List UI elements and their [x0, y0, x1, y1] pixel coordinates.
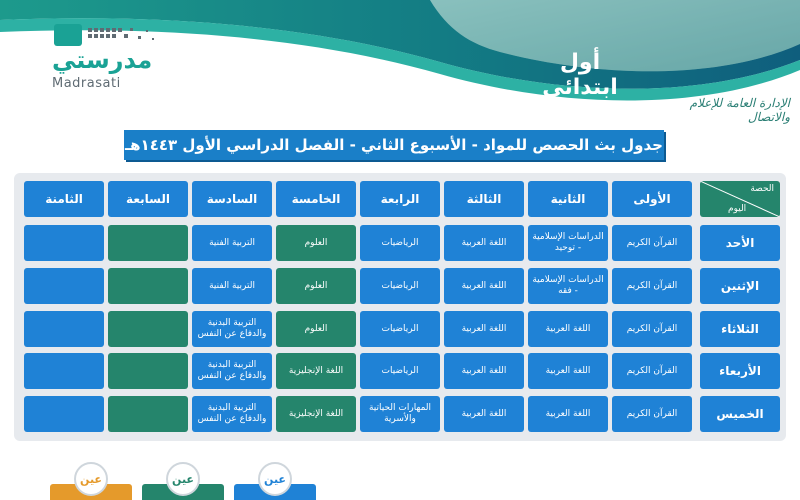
corner-day-label: اليوم	[728, 204, 747, 214]
slot-wed-8[interactable]	[24, 353, 104, 389]
slot-mon-6[interactable]: التربية الفنية	[192, 268, 272, 304]
slot-tue-6[interactable]: التربية البدنية والدفاع عن النفس	[192, 311, 272, 347]
slot-thu-4[interactable]: المهارات الحياتية والأسرية	[360, 396, 440, 432]
slot-thu-2[interactable]: اللغة العربية	[528, 396, 608, 432]
slot-thu-1[interactable]: القرآن الكريم	[612, 396, 692, 432]
grade-title: أول ابتدائي	[542, 50, 618, 100]
period-header-7: السابعة	[108, 181, 188, 217]
slot-tue-4[interactable]: الرياضيات	[360, 311, 440, 347]
slot-sun-3[interactable]: اللغة العربية	[444, 225, 524, 261]
slot-wed-4[interactable]: الرياضيات	[360, 353, 440, 389]
slot-wed-6[interactable]: التربية البدنية والدفاع عن النفس	[192, 353, 272, 389]
logo-english: Madrasati	[52, 76, 121, 91]
slot-sun-8[interactable]	[24, 225, 104, 261]
slot-mon-2[interactable]: الدراسات الإسلامية - فقه	[528, 268, 608, 304]
channel-tab-green[interactable]	[142, 462, 224, 500]
period-header-6: السادسة	[192, 181, 272, 217]
slot-mon-1[interactable]: القرآن الكريم	[612, 268, 692, 304]
slot-sun-6[interactable]: التربية الفنية	[192, 225, 272, 261]
day-label-thursday: الخميس	[700, 396, 780, 432]
slot-sun-2[interactable]: الدراسات الإسلامية - توحيد	[528, 225, 608, 261]
schedule-banner: جدول بث الحصص للمواد - الأسبوع الثاني - الفصل الدراسي الأول ١٤٤٣هـ	[124, 130, 664, 160]
period-header-3: الثالثة	[444, 181, 524, 217]
day-label-monday: الإثنين	[700, 268, 780, 304]
channel-badge-blue: عين	[258, 462, 292, 496]
channel-badge-green: عين	[166, 462, 200, 496]
slot-tue-8[interactable]	[24, 311, 104, 347]
corner-header	[700, 181, 780, 217]
slot-mon-5[interactable]: العلوم	[276, 268, 356, 304]
slot-wed-3[interactable]: اللغة العربية	[444, 353, 524, 389]
channel-tab-blue[interactable]	[234, 462, 316, 500]
period-header-2: الثانية	[528, 181, 608, 217]
slot-thu-5[interactable]: اللغة الإنجليزية	[276, 396, 356, 432]
channel-tab-orange[interactable]	[50, 462, 132, 500]
slot-tue-7[interactable]	[108, 311, 188, 347]
slot-thu-6[interactable]: التربية البدنية والدفاع عن النفس	[192, 396, 272, 432]
madrasati-logo	[48, 20, 188, 90]
slot-sun-5[interactable]: العلوم	[276, 225, 356, 261]
slot-thu-8[interactable]	[24, 396, 104, 432]
day-label-tuesday: الثلاثاء	[700, 311, 780, 347]
slot-sun-4[interactable]: الرياضيات	[360, 225, 440, 261]
slot-sun-7[interactable]	[108, 225, 188, 261]
ministry-signature: الإدارة العامة للإعلام والاتصال	[689, 96, 790, 124]
period-header-1: الأولى	[612, 181, 692, 217]
period-header-8: الثامنة	[24, 181, 104, 217]
corner-period-label: الحصة	[750, 184, 774, 194]
slot-mon-8[interactable]	[24, 268, 104, 304]
slot-thu-7[interactable]	[108, 396, 188, 432]
channel-badge-orange: عين	[74, 462, 108, 496]
slot-wed-1[interactable]: القرآن الكريم	[612, 353, 692, 389]
slot-mon-7[interactable]	[108, 268, 188, 304]
slot-wed-2[interactable]: اللغة العربية	[528, 353, 608, 389]
slot-sun-1[interactable]: القرآن الكريم	[612, 225, 692, 261]
slot-mon-3[interactable]: اللغة العربية	[444, 268, 524, 304]
period-header-5: الخامسة	[276, 181, 356, 217]
slot-tue-2[interactable]: اللغة العربية	[528, 311, 608, 347]
day-label-sunday: الأحد	[700, 225, 780, 261]
slot-thu-3[interactable]: اللغة العربية	[444, 396, 524, 432]
slot-tue-1[interactable]: القرآن الكريم	[612, 311, 692, 347]
day-label-wednesday: الأربعاء	[700, 353, 780, 389]
period-header-4: الرابعة	[360, 181, 440, 217]
slot-wed-7[interactable]	[108, 353, 188, 389]
slot-tue-5[interactable]: العلوم	[276, 311, 356, 347]
slot-tue-3[interactable]: اللغة العربية	[444, 311, 524, 347]
logo-arabic: مدرستي	[52, 46, 153, 74]
slot-wed-5[interactable]: اللغة الإنجليزية	[276, 353, 356, 389]
slot-mon-4[interactable]: الرياضيات	[360, 268, 440, 304]
